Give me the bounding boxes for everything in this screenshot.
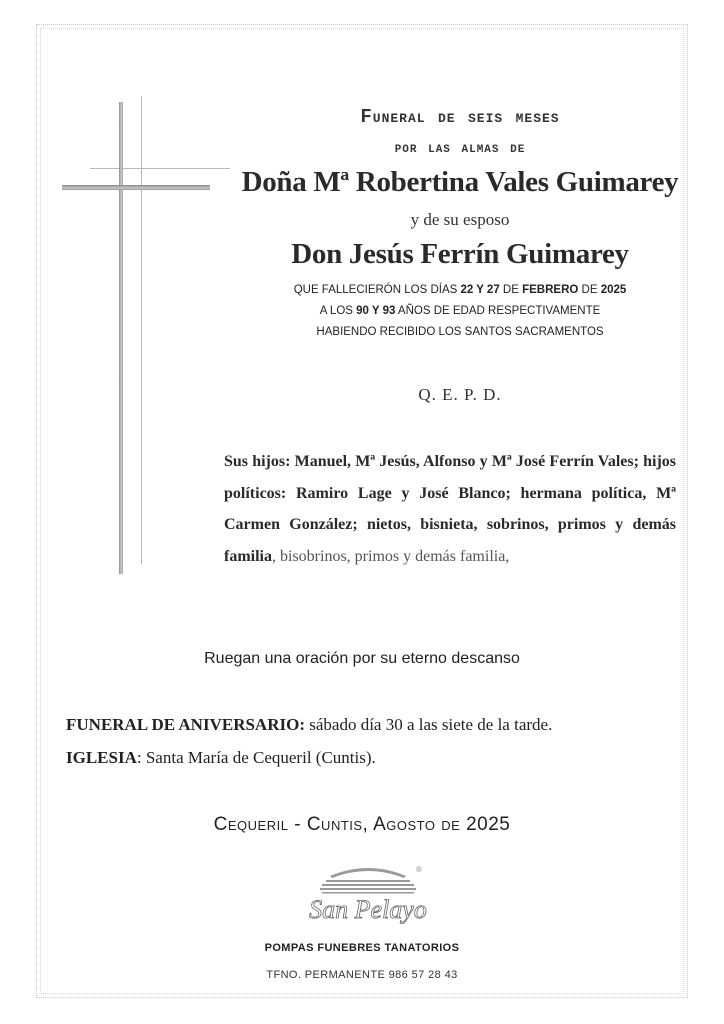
deceased-name-2: Don Jesús Ferrín Guimarey <box>291 238 629 270</box>
ages-post: AÑOS DE EDAD RESPECTIVAMENTE <box>395 305 601 317</box>
title-line-1: Funeral de seis meses <box>360 106 560 128</box>
cross-vertical-bar <box>119 102 123 574</box>
logo-registered-mark: ® <box>416 865 422 874</box>
cross-horizontal-bar <box>62 185 210 190</box>
church-label: IGLESIA <box>66 748 137 767</box>
sacraments-line: HABIENDO RECIBIDO LOS SANTOS SACRAMENTOS <box>316 326 604 338</box>
death-year: 2025 <box>600 284 627 296</box>
deceased-name-1: Doña Mª Robertina Vales Guimarey <box>241 166 679 198</box>
ages-values: 90 Y 93 <box>356 305 396 317</box>
qepd: Q. E. P. D. <box>418 385 502 404</box>
death-dates-line <box>240 284 680 296</box>
death-dates-mid2: DE <box>578 284 601 296</box>
family-paragraph <box>224 446 676 572</box>
family-bold-text: Sus hijos: Manuel, Mª Jesús, Alfonso y Mª José Ferrín Vales; hijos políticos: Ramiro Lage y José Blanco; hermana política, Mª Carmen González; nietos, bisnieta, sobrinos, primos y demás familia <box>224 453 676 565</box>
funeral-label: FUNERAL DE ANIVERSARIO: <box>66 715 305 734</box>
prayer-line: Ruegan una oración por su eterno descanso <box>204 650 520 667</box>
company-name: POMPAS FUNEBRES TANATORIOS <box>264 942 460 954</box>
death-month: FEBRERO <box>522 284 579 296</box>
ages-line <box>240 305 680 317</box>
title-line-2: por las almas de <box>394 139 526 157</box>
san-pelayo-logo-icon <box>296 862 440 928</box>
funeral-value: sábado día 30 a las siete de la tarde. <box>304 715 553 734</box>
cross-thin-horizontal <box>90 168 230 169</box>
logo-text: San Pelayo <box>309 895 427 924</box>
place-date: Cequeril - Cuntis, Agosto de 2025 <box>213 814 511 835</box>
company-phone: TFNO. PERMANENTE 986 57 28 43 <box>266 969 458 981</box>
death-days: 22 Y 27 <box>460 284 500 296</box>
death-dates-mid: DE <box>499 284 523 296</box>
death-dates-pre: QUE FALLECIERÓN LOS DÍAS <box>293 284 461 296</box>
cross-thin-vertical <box>141 96 142 564</box>
funeral-info <box>66 715 552 735</box>
spouse-intro: y de su esposo <box>410 210 510 229</box>
church-value: : Santa María de Cequeril (Cuntis). <box>136 748 376 767</box>
ages-pre: A LOS <box>319 305 357 317</box>
family-light-text: , bisobrinos, primos y demás familia, <box>272 547 510 565</box>
church-info <box>66 748 376 768</box>
